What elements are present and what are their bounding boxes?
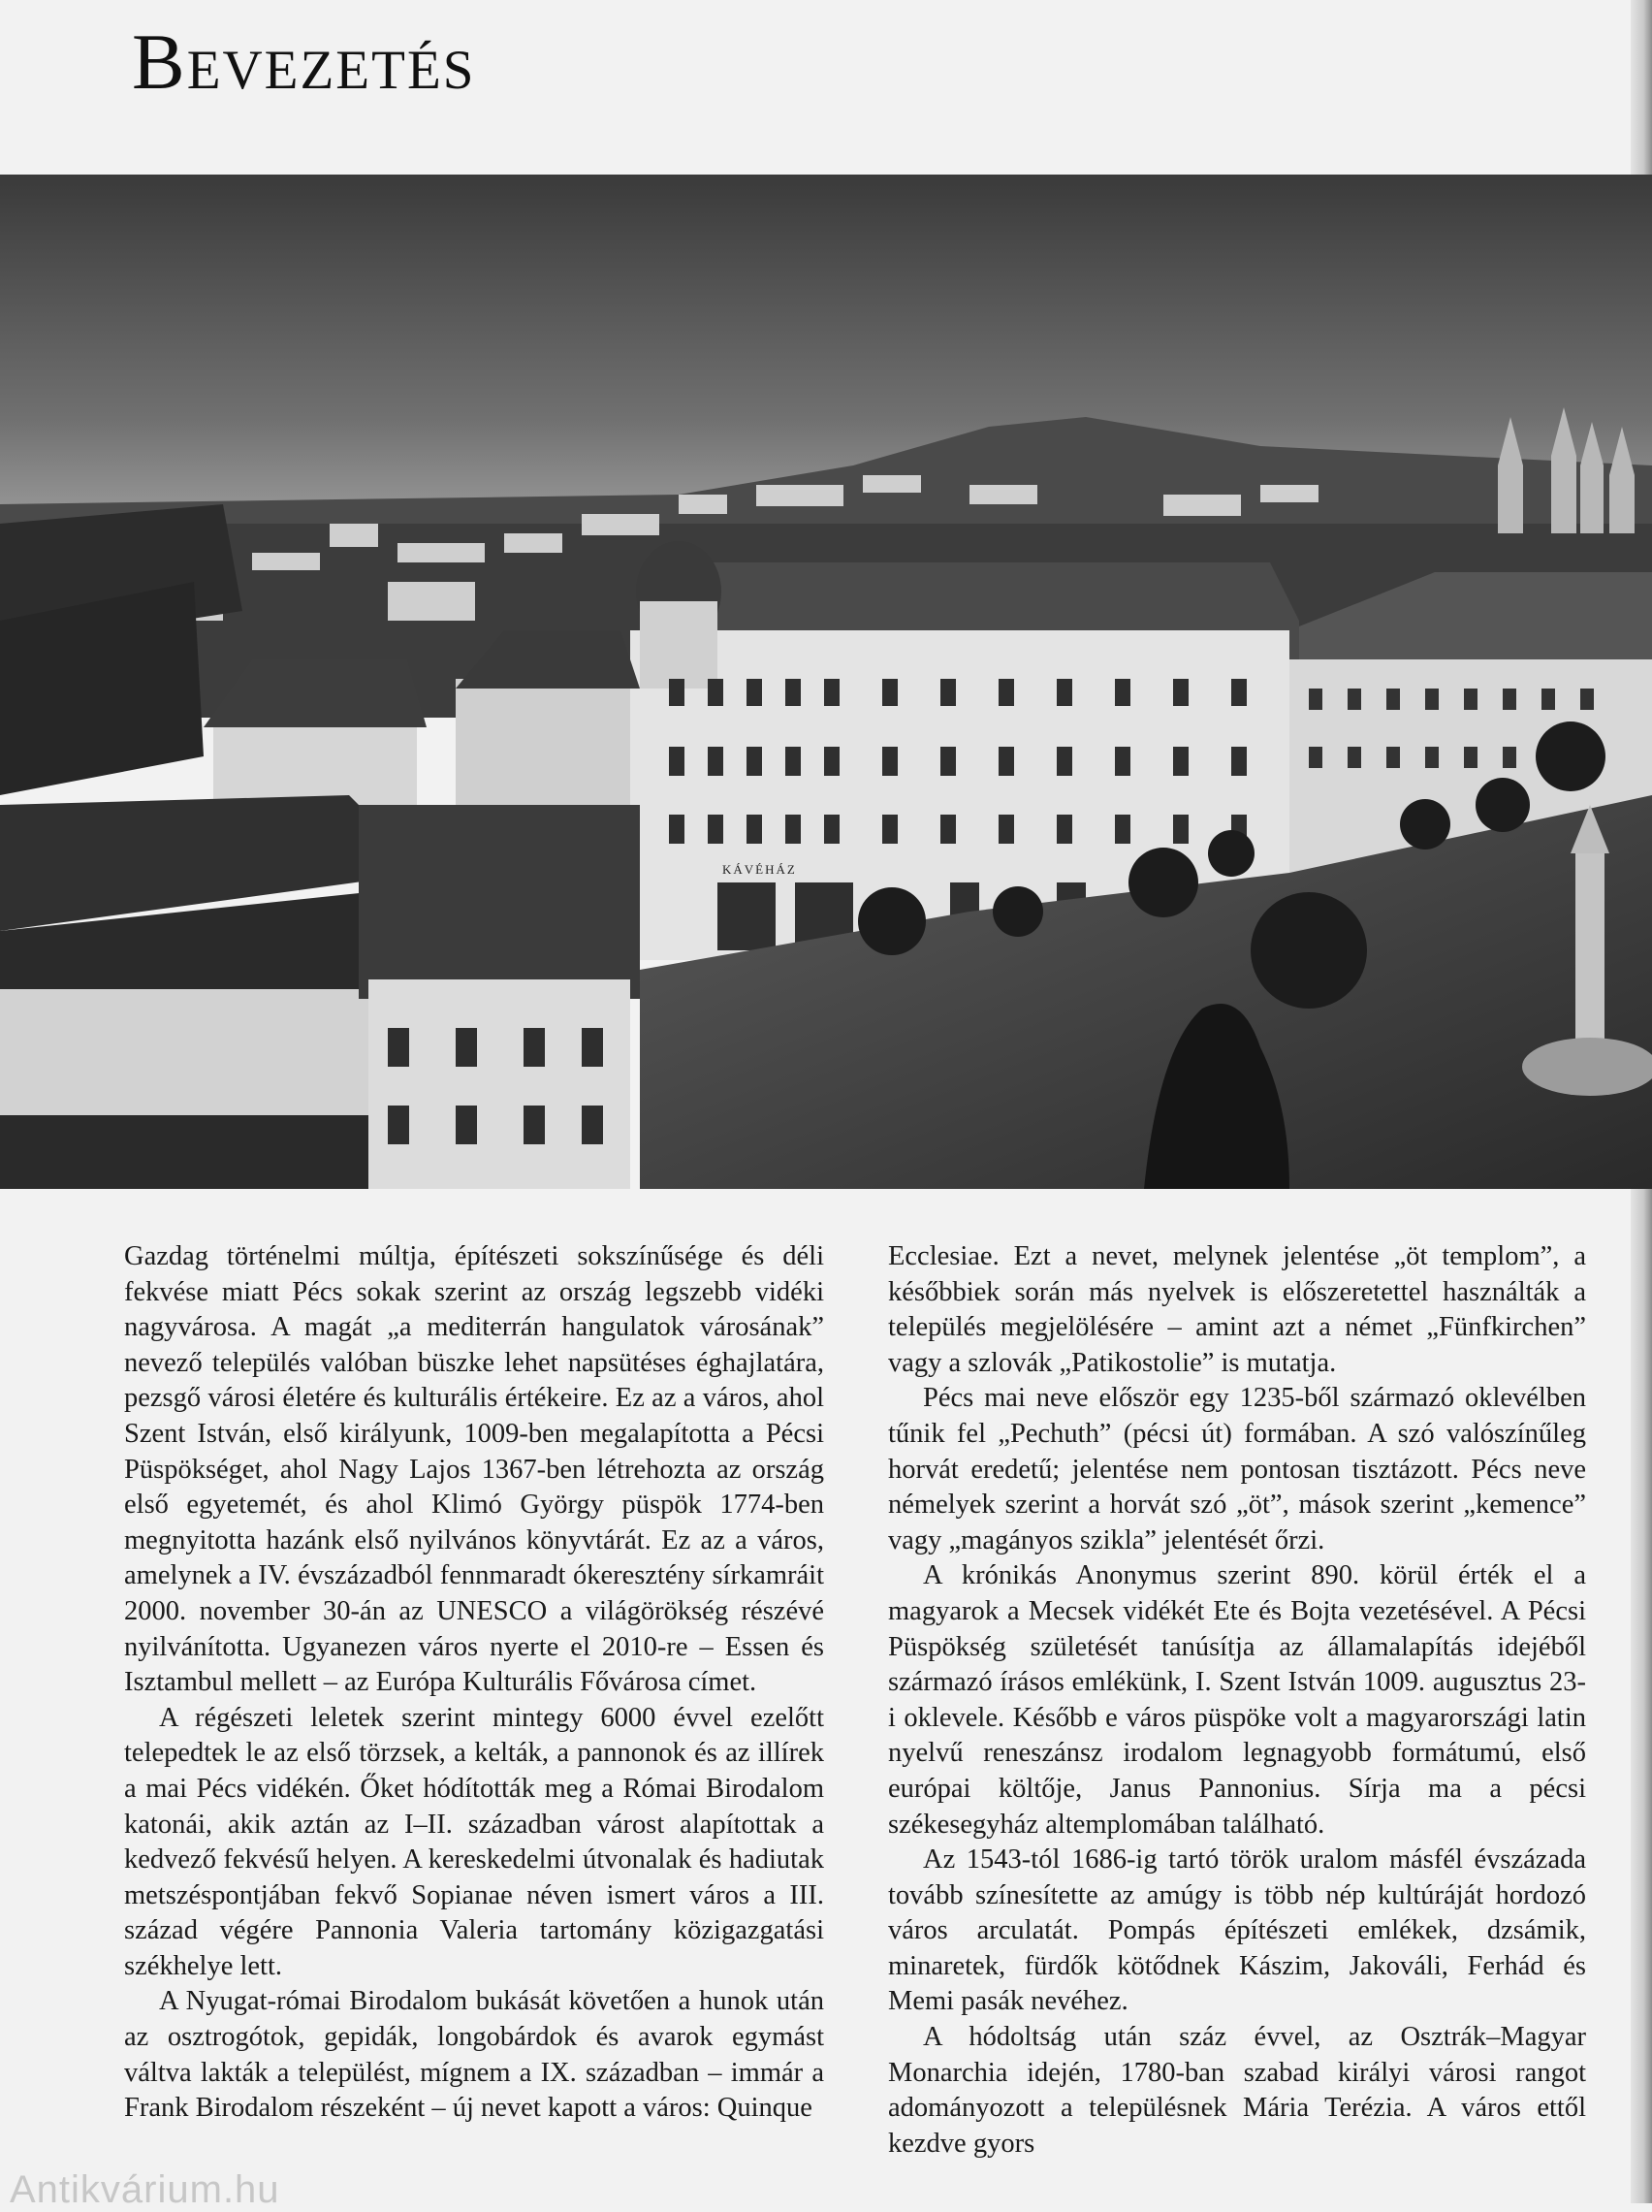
paragraph: Ecclesiae. Ezt a nevet, melynek jelentése „öt templom”, a későbbiek során más nyelvek is előszeretettel használták a település megjelölésére – amint azt a német „Fünfkirchen” vagy a szlovák „Patikostolie” is mutatja. (888, 1241, 1586, 1378)
page-title: Bevezetés (132, 17, 476, 106)
paragraph: Gazdag történelmi múltja, építészeti sokszínűsége és déli fekvése miatt Pécs sokak szerint az ország legszebb vidéki nagyvárosa. A magát „a mediterrán hangulatok városának” nevező település valóban büszke lehet napsütéses éghajlatára, pezsgő városi életére és kulturális értékeire. Ez az a város, ahol Szent István, első királyunk, 1009-ben megalapította a Pécsi Püspökséget, ahol Nagy Lajos 1367-ben létrehozta az ország első egyetemét, és ahol Klimó György püspök 1774-ben megnyitotta hazánk első nyilvános könyvtárát. Ez az a város, amelynek a IV. évszázadból fennmaradt ókeresztény sírkamráit 2000. november 30-án az UNESCO a világörökség részévé nyilvánította. Ugyanezen város nyerte el 2010-re – Essen és Isztambul mellett – az Európa Kulturális Fővárosa címet. (124, 1241, 824, 1698)
paragraph: A régészeti leletek szerint mintegy 6000 évvel ezelőtt telepedtek le az első törzsek, a kelták, a pannonok és az illírek a mai Pécs vidékén. Őket hódították meg a Római Birodalom katonái, akik aztán az I–II. században várost alapítottak a kedvező fekvésű helyen. A kereskedelmi útvonalak és hadiutak metszéspontjában fekvő Sopianae néven ismert város a III. század végére Pannonia Valeria tartomány közigazgatási székhelye lett. (124, 1702, 824, 1981)
paragraph: Pécs mai neve először egy 1235-ből származó oklevélben tűnik fel „Pechuth” (pécsi út) formában. A szó valószínűleg horvát eredetű; jelentése nem pontosan tisztázott. Pécs neve némelyek szerint a horvát szó „öt”, mások szerint „kemence” vagy „magányos szikla” jelentését őrzi. (888, 1383, 1586, 1555)
paragraph: A hódoltság után száz évvel, az Osztrák–Magyar Monarchia idején, 1780-ban szabad királyi városi rangot adományozott a településnek Mária Terézia. A város ettől kezdve gyors (888, 2022, 1586, 2159)
cafe-sign: KÁVÉHÁZ (722, 862, 797, 877)
watermark: Antikvárium.hu (10, 2168, 280, 2211)
text-column-left (124, 1239, 824, 2127)
paragraph: A Nyugat-római Birodalom bukását követően a hunok után az osztrogótok, gepidák, longobárdok és avarok egymást váltva lakták a települést, mígnem a IX. században – immár a Frank Birodalom részeként – új nevet kapott a város: Quinque (124, 1986, 824, 2124)
city-panorama-photo (0, 175, 1652, 1189)
paragraph: A krónikás Anonymus szerint 890. körül érték el a magyarok a Mecsek vidékét Ete és Bojta vezetésével. A Pécsi Püspökség születését tanúsítja az államalapítás idejéből származó írásos emlékünk, I. Szent István 1009. augusztus 23-i oklevele. Később e város püspöke volt a magyarországi latin nyelvű reneszánsz irodalom legnagyobb formátumú, első európai költője, Janus Pannonius. Sírja ma a pécsi székesegyház altemplomában található. (888, 1560, 1586, 1840)
paragraph: Az 1543-tól 1686-ig tartó török uralom másfél évszázada tovább színesítette az amúgy is több nép kultúráját hordozó város arculatát. Pompás építészeti emlékek, dzsámik, minaretek, fürdők kötődnek Kászim, Jakováli, Ferhád és Memi pasák nevéhez. (888, 1844, 1586, 2017)
text-column-right (888, 1239, 1586, 2162)
